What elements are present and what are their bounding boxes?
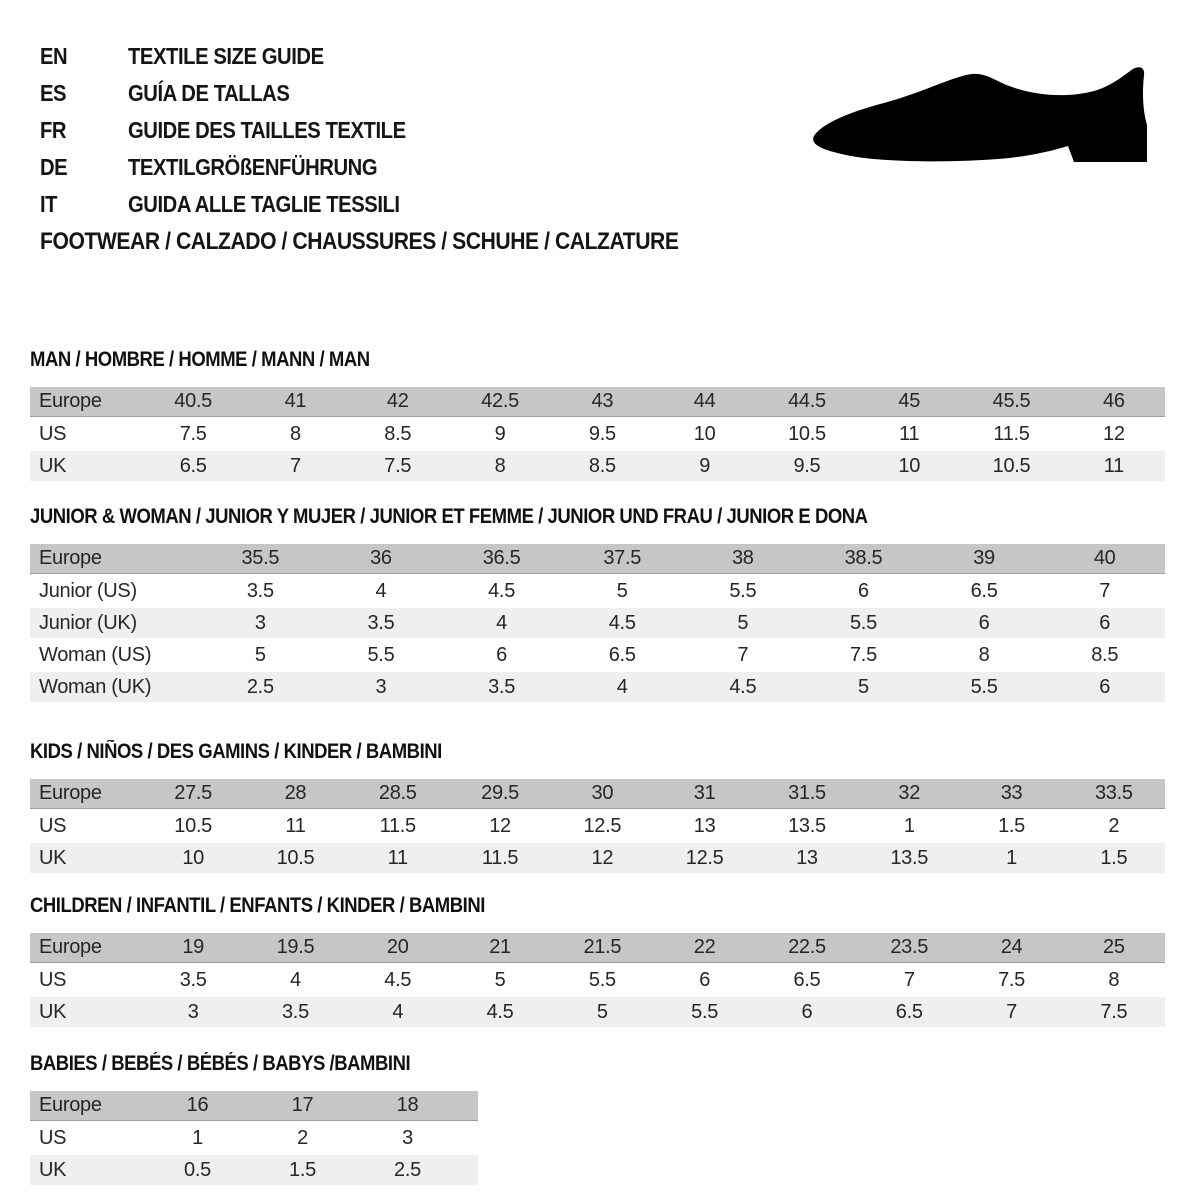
table-row — [30, 965, 1165, 995]
size-value-cell: 44 — [653, 387, 755, 417]
table-header-row — [30, 933, 1165, 963]
size-value-cell: 41 — [244, 387, 346, 417]
empty-filler-cell — [460, 1091, 478, 1121]
size-value-cell: 5.5 — [924, 672, 1045, 702]
size-value-cell: 5 — [200, 640, 321, 670]
size-value-cell: 10.5 — [244, 843, 346, 873]
size-value-cell: 39 — [924, 544, 1045, 574]
size-value-cell: 37.5 — [562, 544, 683, 574]
language-header — [40, 38, 444, 223]
size-value-cell: 16 — [145, 1091, 250, 1121]
size-value-cell: 11 — [1063, 451, 1165, 481]
size-value-cell: 5.5 — [683, 576, 804, 606]
size-value-cell: 8.5 — [551, 451, 653, 481]
size-value-cell: 27.5 — [142, 779, 244, 809]
section-kids — [30, 740, 1170, 875]
size-value-cell: 11 — [244, 811, 346, 841]
lang-row-it — [40, 186, 444, 223]
row-label-cell: US — [30, 811, 142, 841]
size-value-cell: 10 — [858, 451, 960, 481]
size-value-cell: 33 — [960, 779, 1062, 809]
size-value-cell: 31.5 — [756, 779, 858, 809]
table-row — [30, 419, 1165, 449]
size-value-cell: 3.5 — [142, 965, 244, 995]
row-label-cell: Europe — [30, 387, 142, 417]
size-value-cell: 4 — [347, 997, 449, 1027]
row-label-cell: Woman (UK) — [30, 672, 200, 702]
size-table-kids — [30, 777, 1165, 875]
size-value-cell: 30 — [551, 779, 653, 809]
size-value-cell: 6.5 — [924, 576, 1045, 606]
table-header-row — [30, 779, 1165, 809]
size-value-cell: 1.5 — [960, 811, 1062, 841]
size-value-cell: 2 — [1063, 811, 1165, 841]
row-label-cell: UK — [30, 451, 142, 481]
size-value-cell: 6 — [1044, 672, 1165, 702]
size-value-cell: 45.5 — [960, 387, 1062, 417]
size-value-cell: 9 — [653, 451, 755, 481]
size-value-cell: 1 — [858, 811, 960, 841]
size-value-cell: 8.5 — [347, 419, 449, 449]
size-value-cell: 28.5 — [347, 779, 449, 809]
size-value-cell: 3.5 — [441, 672, 562, 702]
size-value-cell: 12 — [551, 843, 653, 873]
size-value-cell: 13.5 — [858, 843, 960, 873]
size-value-cell: 13 — [653, 811, 755, 841]
size-value-cell: 7.5 — [347, 451, 449, 481]
size-value-cell: 10.5 — [960, 451, 1062, 481]
table-row — [30, 811, 1165, 841]
size-value-cell: 40 — [1044, 544, 1165, 574]
size-value-cell: 5.5 — [321, 640, 442, 670]
size-value-cell: 4.5 — [449, 997, 551, 1027]
table-row — [30, 843, 1165, 873]
lang-code: DE — [40, 154, 68, 180]
size-value-cell: 2.5 — [355, 1155, 460, 1185]
table-header-row — [30, 544, 1165, 574]
size-value-cell: 31 — [653, 779, 755, 809]
size-table-children — [30, 931, 1165, 1029]
table-header-row — [30, 1091, 478, 1121]
size-value-cell: 10 — [142, 843, 244, 873]
table-row — [30, 608, 1165, 638]
size-value-cell: 40.5 — [142, 387, 244, 417]
size-value-cell: 7 — [1044, 576, 1165, 606]
table-row — [30, 672, 1165, 702]
size-value-cell: 1.5 — [1063, 843, 1165, 873]
size-table-man — [30, 385, 1165, 483]
size-value-cell: 6.5 — [562, 640, 683, 670]
size-value-cell: 7.5 — [960, 965, 1062, 995]
table-row — [30, 451, 1165, 481]
size-value-cell: 4 — [321, 576, 442, 606]
size-value-cell: 12.5 — [653, 843, 755, 873]
size-table-babies — [30, 1089, 478, 1187]
row-label-cell: Junior (US) — [30, 576, 200, 606]
size-value-cell: 4.5 — [441, 576, 562, 606]
size-value-cell: 5.5 — [653, 997, 755, 1027]
size-value-cell: 6.5 — [858, 997, 960, 1027]
size-value-cell: 0.5 — [145, 1155, 250, 1185]
row-label-cell: UK — [30, 1155, 145, 1185]
section-babies — [30, 1052, 1170, 1187]
size-value-cell: 4.5 — [347, 965, 449, 995]
size-value-cell: 22.5 — [756, 933, 858, 963]
row-label-cell: Europe — [30, 779, 142, 809]
row-label-cell: Europe — [30, 933, 142, 963]
row-label-cell: US — [30, 1123, 145, 1153]
size-value-cell: 44.5 — [756, 387, 858, 417]
section-title-man: MAN / HOMBRE / HOMME / MANN / MAN — [30, 348, 370, 371]
size-value-cell: 42.5 — [449, 387, 551, 417]
section-children — [30, 894, 1170, 1029]
lang-row-en — [40, 38, 444, 75]
size-value-cell: 11 — [347, 843, 449, 873]
section-junior-woman — [30, 505, 1170, 704]
size-value-cell: 3 — [321, 672, 442, 702]
size-value-cell: 19 — [142, 933, 244, 963]
size-value-cell: 36.5 — [441, 544, 562, 574]
size-value-cell: 23.5 — [858, 933, 960, 963]
size-value-cell: 13 — [756, 843, 858, 873]
size-value-cell: 9 — [449, 419, 551, 449]
size-value-cell: 18 — [355, 1091, 460, 1121]
size-value-cell: 10 — [653, 419, 755, 449]
table-row — [30, 640, 1165, 670]
size-value-cell: 20 — [347, 933, 449, 963]
size-value-cell: 5.5 — [803, 608, 924, 638]
row-label-cell: Europe — [30, 544, 200, 574]
size-value-cell: 12 — [1063, 419, 1165, 449]
size-value-cell: 11.5 — [347, 811, 449, 841]
size-value-cell: 43 — [551, 387, 653, 417]
size-value-cell: 29.5 — [449, 779, 551, 809]
section-title-babies: BABIES / BEBÉS / BÉBÉS / BABYS /BAMBINI — [30, 1052, 411, 1075]
size-value-cell: 4 — [562, 672, 683, 702]
row-label-cell: US — [30, 965, 142, 995]
lang-label: GUIDA ALLE TAGLIE TESSILI — [128, 191, 400, 217]
size-value-cell: 7.5 — [1063, 997, 1165, 1027]
size-value-cell: 8 — [449, 451, 551, 481]
lang-code: EN — [40, 43, 68, 69]
lang-code: IT — [40, 191, 58, 217]
size-value-cell: 8 — [244, 419, 346, 449]
size-value-cell: 28 — [244, 779, 346, 809]
table-row — [30, 1155, 478, 1185]
lang-label: TEXTILE SIZE GUIDE — [128, 43, 324, 69]
size-value-cell: 8 — [924, 640, 1045, 670]
size-value-cell: 5 — [551, 997, 653, 1027]
size-value-cell: 45 — [858, 387, 960, 417]
size-value-cell: 4.5 — [562, 608, 683, 638]
size-value-cell: 6 — [441, 640, 562, 670]
size-value-cell: 11 — [858, 419, 960, 449]
lang-code: ES — [40, 80, 67, 106]
row-label-cell: Woman (US) — [30, 640, 200, 670]
size-value-cell: 7 — [244, 451, 346, 481]
row-label-cell: UK — [30, 843, 142, 873]
section-title-children: CHILDREN / INFANTIL / ENFANTS / KINDER / BAMBINI — [30, 894, 485, 917]
size-value-cell: 5 — [803, 672, 924, 702]
size-value-cell: 5 — [449, 965, 551, 995]
size-value-cell: 42 — [347, 387, 449, 417]
size-value-cell: 9.5 — [756, 451, 858, 481]
size-value-cell: 8 — [1063, 965, 1165, 995]
size-value-cell: 36 — [321, 544, 442, 574]
size-value-cell: 24 — [960, 933, 1062, 963]
size-value-cell: 1 — [960, 843, 1062, 873]
size-value-cell: 33.5 — [1063, 779, 1165, 809]
size-value-cell: 6 — [803, 576, 924, 606]
size-value-cell: 11.5 — [960, 419, 1062, 449]
table-row — [30, 1123, 478, 1153]
table-header-row — [30, 387, 1165, 417]
size-value-cell: 8.5 — [1044, 640, 1165, 670]
size-value-cell: 17 — [250, 1091, 355, 1121]
size-value-cell: 5 — [562, 576, 683, 606]
table-row — [30, 997, 1165, 1027]
size-value-cell: 4.5 — [683, 672, 804, 702]
size-value-cell: 19.5 — [244, 933, 346, 963]
size-value-cell: 10.5 — [756, 419, 858, 449]
section-man — [30, 348, 1170, 483]
size-value-cell: 6.5 — [756, 965, 858, 995]
section-title-kids: KIDS / NIÑOS / DES GAMINS / KINDER / BAMBINI — [30, 740, 442, 763]
size-value-cell: 7 — [858, 965, 960, 995]
size-value-cell: 6 — [1044, 608, 1165, 638]
lang-code: FR — [40, 117, 67, 143]
size-value-cell: 1.5 — [250, 1155, 355, 1185]
size-value-cell: 2.5 — [200, 672, 321, 702]
size-value-cell: 7.5 — [803, 640, 924, 670]
size-value-cell: 3 — [355, 1123, 460, 1153]
size-value-cell: 13.5 — [756, 811, 858, 841]
row-label-cell: Junior (UK) — [30, 608, 200, 638]
size-value-cell: 12 — [449, 811, 551, 841]
section-title-junior-woman: JUNIOR & WOMAN / JUNIOR Y MUJER / JUNIOR ET FEMME / JUNIOR UND FRAU / JUNIOR E DONA — [30, 505, 868, 528]
size-value-cell: 9.5 — [551, 419, 653, 449]
row-label-cell: UK — [30, 997, 142, 1027]
size-value-cell: 3.5 — [321, 608, 442, 638]
lang-row-fr — [40, 112, 444, 149]
table-row — [30, 576, 1165, 606]
size-value-cell: 21 — [449, 933, 551, 963]
shoe-icon — [806, 64, 1154, 186]
size-value-cell: 7.5 — [142, 419, 244, 449]
size-value-cell: 22 — [653, 933, 755, 963]
lang-row-de — [40, 149, 444, 186]
size-value-cell: 21.5 — [551, 933, 653, 963]
size-value-cell: 46 — [1063, 387, 1165, 417]
size-value-cell: 35.5 — [200, 544, 321, 574]
lang-row-es — [40, 75, 444, 112]
size-value-cell: 6 — [924, 608, 1045, 638]
row-label-cell: Europe — [30, 1091, 145, 1121]
size-value-cell: 38 — [683, 544, 804, 574]
size-value-cell: 5.5 — [551, 965, 653, 995]
size-value-cell: 6 — [756, 997, 858, 1027]
size-table-junior-woman — [30, 542, 1165, 704]
size-value-cell: 2 — [250, 1123, 355, 1153]
empty-filler-cell — [460, 1123, 478, 1153]
size-value-cell: 7 — [683, 640, 804, 670]
category-line: FOOTWEAR / CALZADO / CHAUSSURES / SCHUHE / CALZATURE — [40, 228, 679, 255]
row-label-cell: US — [30, 419, 142, 449]
size-value-cell: 11.5 — [449, 843, 551, 873]
size-value-cell: 4 — [441, 608, 562, 638]
size-value-cell: 25 — [1063, 933, 1165, 963]
size-value-cell: 1 — [145, 1123, 250, 1153]
size-value-cell: 4 — [244, 965, 346, 995]
lang-label: TEXTILGRÖßENFÜHRUNG — [128, 154, 378, 180]
size-value-cell: 6.5 — [142, 451, 244, 481]
size-value-cell: 10.5 — [142, 811, 244, 841]
lang-label: GUÍA DE TALLAS — [128, 80, 290, 106]
size-value-cell: 3.5 — [200, 576, 321, 606]
size-value-cell: 3 — [142, 997, 244, 1027]
size-value-cell: 7 — [960, 997, 1062, 1027]
size-value-cell: 38.5 — [803, 544, 924, 574]
size-value-cell: 12.5 — [551, 811, 653, 841]
size-value-cell: 3.5 — [244, 997, 346, 1027]
size-value-cell: 5 — [683, 608, 804, 638]
lang-label: GUIDE DES TAILLES TEXTILE — [128, 117, 406, 143]
size-value-cell: 3 — [200, 608, 321, 638]
empty-filler-cell — [460, 1155, 478, 1185]
size-value-cell: 32 — [858, 779, 960, 809]
size-value-cell: 6 — [653, 965, 755, 995]
